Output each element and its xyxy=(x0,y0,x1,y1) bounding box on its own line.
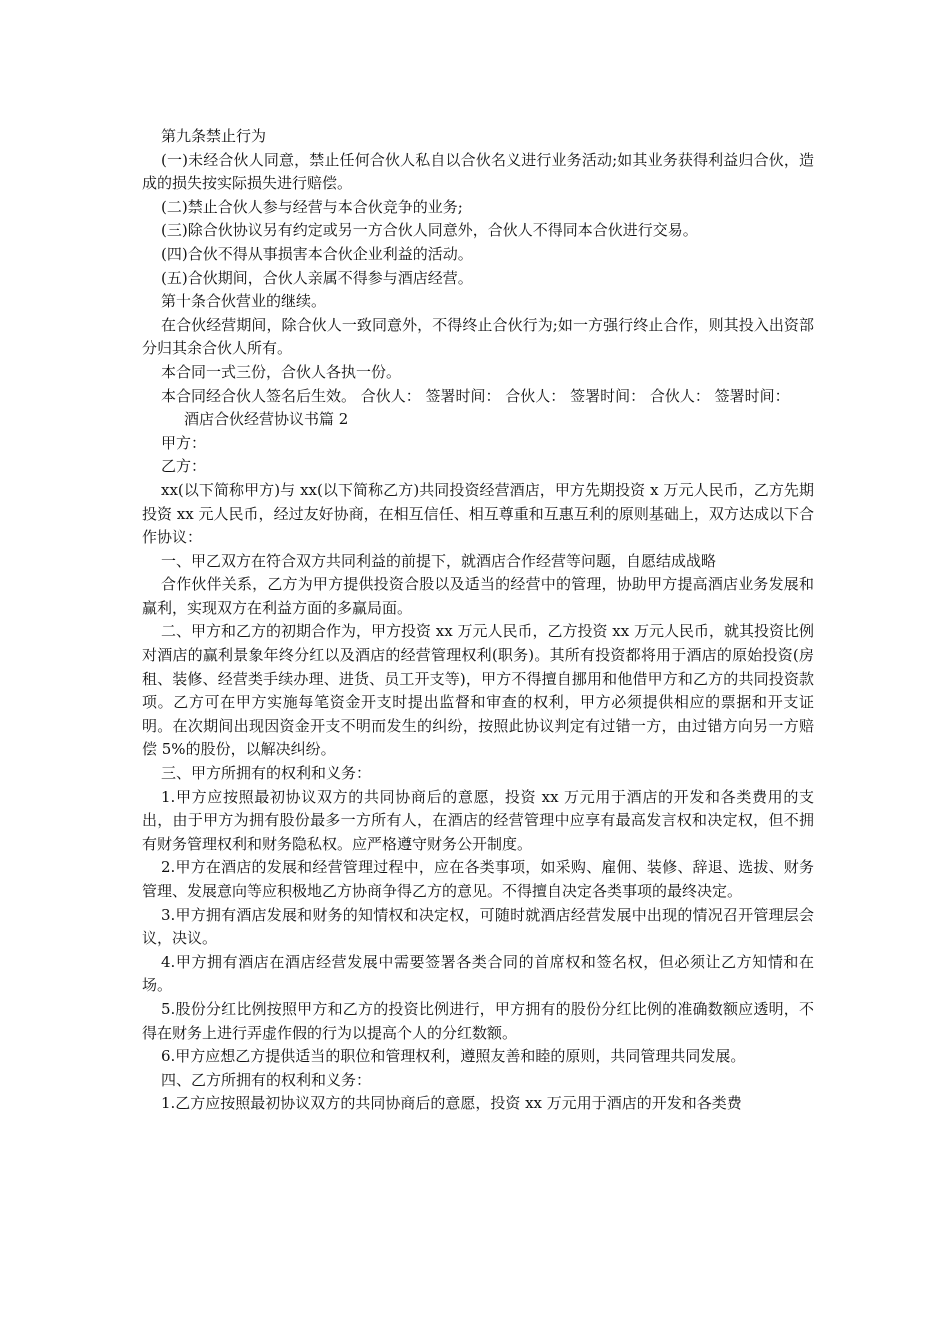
paragraph: (一)未经合伙人同意，禁止任何合伙人私自以合伙名义进行业务活动;如其业务获得利益归合伙，造成的损失按实际损失进行赔偿。 xyxy=(142,150,814,193)
document-body xyxy=(142,125,814,1116)
paragraph: (五)合伙期间，合伙人亲属不得参与酒店经营。 xyxy=(161,268,473,287)
paragraph: 一、甲乙双方在符合双方共同利益的前提下，就酒店合作经营等问题，自愿结成战略 xyxy=(161,551,717,570)
paragraph: 1.甲方应按照最初协议双方的共同协商后的意愿，投资 xx 万元用于酒店的开发和各类费用的支出，由于甲方为拥有股份最多一方所有人，在酒店的经营管理中应享有最高发言权和决定权，但不拥有财务管理权利和财务隐私权。应严格遵守财务公开制度。 xyxy=(142,787,814,853)
paragraph: 本合同经合伙人签名后生效。 合伙人： 签署时间： 合伙人： 签署时间： 合伙人： 签署时间： xyxy=(161,386,790,405)
paragraph: 甲方： xyxy=(161,433,207,452)
paragraph: 乙方： xyxy=(161,457,207,476)
paragraph: 3.甲方拥有酒店发展和财务的知情权和决定权，可随时就酒店经营发展中出现的情况召开管理层会议，决议。 xyxy=(142,905,814,948)
paragraph: 合作伙伴关系，乙方为甲方提供投资合股以及适当的经营中的管理，协助甲方提高酒店业务发展和赢利，实现双方在利益方面的多赢局面。 xyxy=(142,575,814,617)
paragraph: 三、甲方所拥有的权利和义务： xyxy=(161,764,372,783)
paragraph: 1.乙方应按照最初协议双方的共同协商后的意愿，投资 xx 万元用于酒店的开发和各类费 xyxy=(161,1094,742,1113)
paragraph: 在合伙经营期间，除合伙人一致同意外，不得终止合伙行为;如一方强行终止合作，则其投入出资部分归其余合伙人所有。 xyxy=(142,315,814,358)
paragraph: xx(以下简称甲方)与 xx(以下简称乙方)共同投资经营酒店，甲方先期投资 x 万元人民币，乙方先期投资 xx 元人民币，经过友好协商，在相互信任、相互尊重和互惠互利的原则基础上，双方达成以下合作协议： xyxy=(142,480,814,547)
paragraph: (三)除合伙协议另有约定或另一方合伙人同意外，合伙人不得同本合伙进行交易。 xyxy=(161,221,698,240)
paragraph: 2.甲方在酒店的发展和经营管理过程中，应在各类事项，如采购、雇佣、装修、辞退、选拔、财务管理、发展意向等应积极地乙方协商争得乙方的意见。不得擅自决定各类事项的最终决定。 xyxy=(142,858,814,900)
paragraph: 6.甲方应想乙方提供适当的职位和管理权利，遵照友善和睦的原则，共同管理共同发展。 xyxy=(161,1047,746,1066)
paragraph: 4.甲方拥有酒店在酒店经营发展中需要签署各类合同的首席权和签名权，但必须让乙方知情和在场。 xyxy=(142,952,814,995)
paragraph: 四、乙方所拥有的权利和义务： xyxy=(161,1070,372,1089)
paragraph: 第十条合伙营业的继续。 xyxy=(161,292,327,311)
paragraph: 第九条禁止行为 xyxy=(161,127,267,145)
paragraph: (二)禁止合伙人参与经营与本合伙竞争的业务; xyxy=(161,197,463,216)
paragraph: 二、甲方和乙方的初期合作为，甲方投资 xx 万元人民币，乙方投资 xx 万元人民币，就其投资比例对酒店的赢利景象年终分红以及酒店的经营管理权利(职务)。其所有投资都将用于酒店的原始投资(房租、装修、经营类手续办理、进货、员工开支等)，甲方不得擅自挪用和他借甲方和乙方的共同投资款项。乙方可在甲方实施每笔资金开支时提出监督和审查的权利，甲方必须提供相应的票据和开支证明。在次期间出现因资金开支不明而发生的纠纷，按照此协议判定有过错一方，由过错方向另一方赔偿 5%的股份，以解决纠纷。 xyxy=(142,622,814,759)
paragraph: 5.股份分红比例按照甲方和乙方的投资比例进行，甲方拥有的股份分红比例的准确数额应透明，不得在财务上进行弄虚作假的行为以提高个人的分红数额。 xyxy=(142,999,814,1042)
section-title: 酒店合伙经营协议书篇 2 xyxy=(184,410,349,429)
paragraph: (四)合伙不得从事损害本合伙企业利益的活动。 xyxy=(161,244,473,263)
paragraph: 本合同一式三份，合伙人各执一份。 xyxy=(161,362,402,381)
